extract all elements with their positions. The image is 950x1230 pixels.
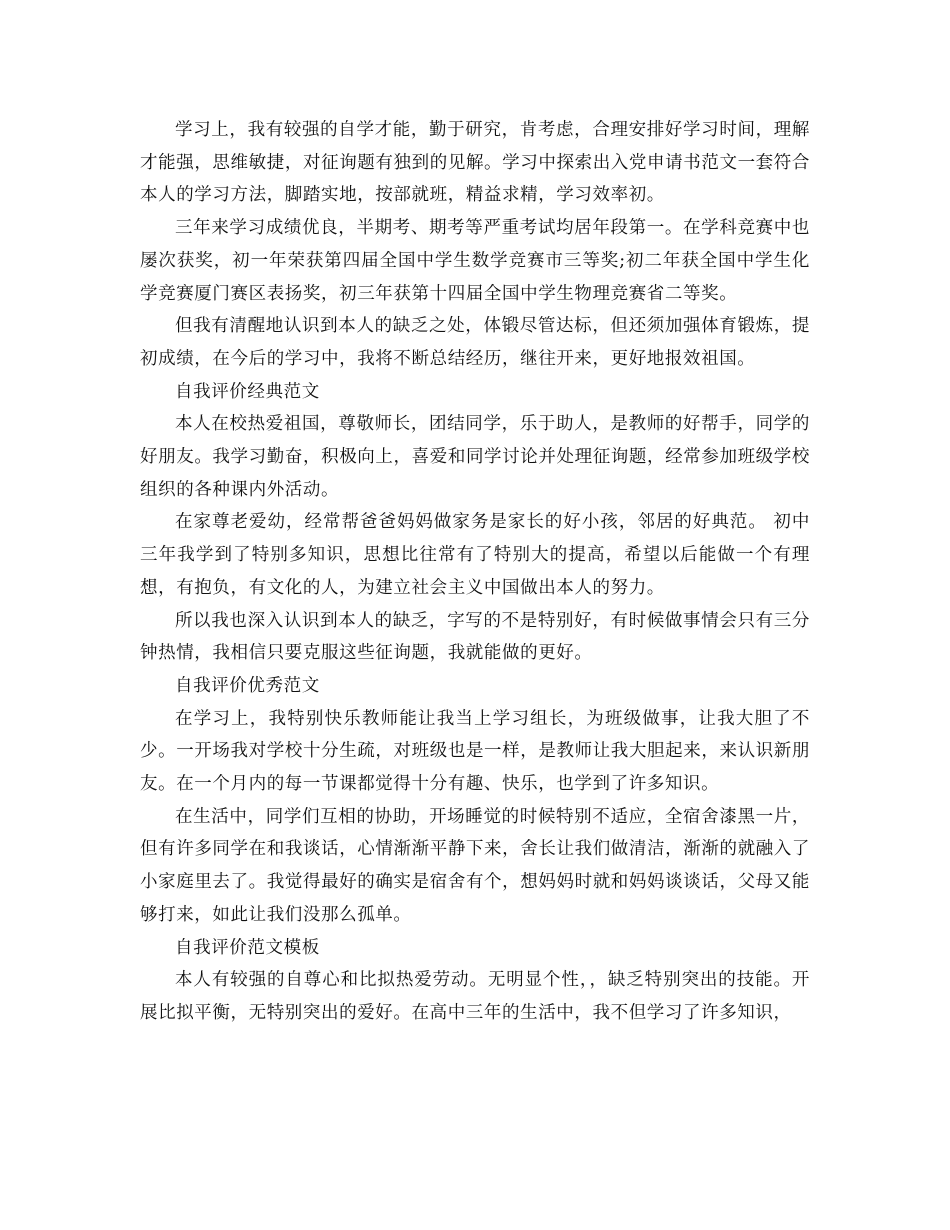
paragraph: 所以我也深入认识到本人的缺乏，字写的不是特别好，有时候做事情会只有三分钟热情，我相信只要克服这些征询题，我就能做的更好。 [140, 610, 810, 664]
paragraph: 三年来学习成绩优良，半期考、期考等严重考试均居年段第一。在学科竞赛中也屡次获奖，初一年荣获第四届全国中学生数学竞赛市三等奖;初二年获全国中学生化学竞赛厦门赛区表扬奖，初三年获第十四届全国中学生物理竞赛省二等奖。 [140, 218, 810, 304]
paragraph: 但我有清醒地认识到本人的缺乏之处，体锻尽管达标，但还须加强体育锻炼，提初成绩，在今后的学习中，我将不断总结经历，继往开来，更好地报效祖国。 [140, 316, 810, 369]
paragraph: 本人有较强的自尊心和比拟热爱劳动。无明显个性，，缺乏特别突出的技能。开展比拟平衡，无特别突出的爱好。在高中三年的生活中，我不但学习了许多知识， [140, 970, 810, 1023]
document-body [140, 114, 810, 1030]
section-heading: 自我评价范文模板 [175, 937, 320, 958]
paragraph: 本人在校热爱祖国，尊敬师长，团结同学，乐于助人，是教师的好帮手，同学的好朋友。我学习勤奋，积极向上，喜爱和同学讨论并处理征询题，经常参加班级学校组织的各种课内外活动。 [140, 414, 810, 500]
section-heading: 自我评价优秀范文 [175, 675, 320, 696]
section-heading: 自我评价经典范文 [175, 381, 320, 402]
paragraph: 学习上，我有较强的自学才能，勤于研究，肯考虑，合理安排好学习时间，理解才能强，思维敏捷，对征询题有独到的见解。学习中探索出入党申请书范文一套符合本人的学习方法，脚踏实地，按部就班，精益求精，学习效率初。 [140, 120, 810, 206]
paragraph: 在生活中，同学们互相的协助，开场睡觉的时候特别不适应，全宿舍漆黑一片，但有许多同学在和我谈话，心情渐渐平静下来，舍长让我们做清洁，渐渐的就融入了小家庭里去了。我觉得最好的确实是宿舍有个，想妈妈时就和妈妈谈谈话，父母又能够打来，如此让我们没那么孤单。 [140, 806, 810, 925]
paragraph: 在学习上，我特别快乐教师能让我当上学习组长，为班级做事，让我大胆了不少。一开场我对学校十分生疏，对班级也是一样，是教师让我大胆起来，来认识新朋友。在一个月内的每一节课都觉得十分有趣、快乐，也学到了许多知识。 [140, 708, 810, 795]
paragraph: 在家尊老爱幼，经常帮爸爸妈妈做家务是家长的好小孩，邻居的好典范。 初中三年我学到了特别多知识，思想比往常有了特别大的提高，希望以后能做一个有理想，有抱负，有文化的人，为建立社会主义中国做出本人的努力。 [140, 512, 810, 598]
